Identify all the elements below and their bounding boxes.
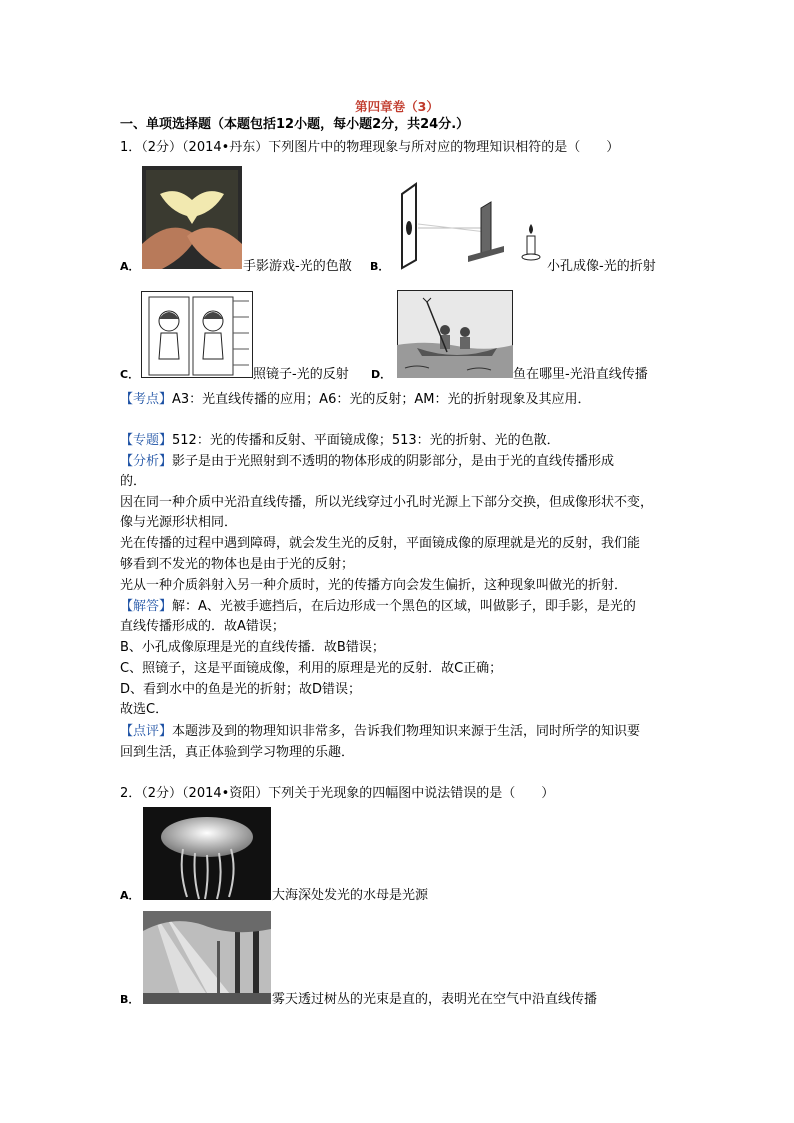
q1-fenxi-line-6: 够看到不发光的物体也是由于光的反射； xyxy=(120,557,355,572)
dianping-tag: 【点评】 xyxy=(120,724,173,739)
q1-option-d-letter: D． xyxy=(371,368,392,381)
forest-light-image xyxy=(143,911,271,1004)
q1-jieda-line-2: 直线传播形成的．故A错误； xyxy=(120,619,285,634)
q1-dianping-line-1 xyxy=(120,722,640,741)
page-title: 第四章卷（3） xyxy=(355,99,439,114)
q1-zhuanti xyxy=(120,431,560,450)
q1-jieda-line-5: D、看到水中的鱼是光的折射；故D错误； xyxy=(120,682,362,697)
pinhole-camera-image xyxy=(396,180,548,272)
section-heading: 一、单项选择题（本题包括12小题，每小题2分，共24分.） xyxy=(120,117,470,132)
q1-fenxi-line-3: 因在同一种介质中光沿直线传播，所以光线穿过小孔时光源上下部分交换，但成像形状不变， xyxy=(120,495,654,510)
zhuanti-text: 512：光的传播和反射、平面镜成像；513：光的折射、光的色散． xyxy=(172,433,560,448)
zhuanti-tag: 【专题】 xyxy=(120,433,173,448)
q1-fenxi-line-7: 光从一种介质斜射入另一种介质时，光的传播方向会发生偏折，这种现象叫做光的折射． xyxy=(120,578,628,593)
q1-option-c-letter: C． xyxy=(120,368,140,381)
q1-option-b-text: 小孔成像-光的折射 xyxy=(547,259,656,274)
hand-shadow-image xyxy=(142,166,242,269)
q2-option-a-text: 大海深处发光的水母是光源 xyxy=(272,888,429,903)
fenxi-text-1: 影子是由于光照射到不透明的物体形成的阴影部分，是由于光的直线传播形成 xyxy=(172,454,615,469)
kaodian-tag: 【考点】 xyxy=(120,392,173,407)
q2-option-a-letter: A． xyxy=(120,889,140,902)
mirror-girls-image xyxy=(141,291,253,378)
jieda-text-1: 解：A、光被手遮挡后，在后边形成一个黑色的区域，叫做影子，即手影，是光的 xyxy=(172,599,636,614)
q1-option-a-text: 手影游戏-光的色散 xyxy=(243,259,352,274)
kaodian-text: A3：光直线传播的应用；A6：光的反射；AM：光的折射现象及其应用． xyxy=(172,392,591,407)
q1-fenxi-line-4: 像与光源形状相同． xyxy=(120,515,238,530)
q2-stem: 2．（2分）（2014•资阳）下列关于光现象的四幅图中说法错误的是（ ） xyxy=(120,786,555,801)
dianping-text-1: 本题涉及到的物理知识非常多，告诉我们物理知识来源于生活，同时所学的知识要 xyxy=(172,724,641,739)
jieda-tag: 【解答】 xyxy=(120,599,173,614)
q2-option-b-text: 雾天透过树丛的光束是直的，表明光在空气中沿直线传播 xyxy=(272,992,598,1007)
q1-option-c-text: 照镜子-光的反射 xyxy=(253,367,349,382)
fenxi-tag: 【分析】 xyxy=(120,454,173,469)
q1-dianping-line-2: 回到生活，真正体验到学习物理的乐趣． xyxy=(120,745,355,760)
q1-stem: 1．（2分）（2014•丹东）下列图片中的物理现象与所对应的物理知识相符的是（ ） xyxy=(120,140,620,155)
q1-fenxi-line-2: 的． xyxy=(120,474,147,489)
q1-jieda-line-3: B、小孔成像原理是光的直线传播．故B错误； xyxy=(120,640,385,655)
q2-option-b-letter: B． xyxy=(120,993,140,1006)
q1-option-d-text: 鱼在哪里-光沿直线传播 xyxy=(513,367,648,382)
q1-fenxi-line-1 xyxy=(120,452,614,471)
fishing-boat-image xyxy=(397,290,513,378)
q1-jieda-line-6: 故选C． xyxy=(120,702,169,717)
q1-option-a-letter: A． xyxy=(120,260,140,273)
jellyfish-image xyxy=(143,807,271,900)
q1-option-b-letter: B． xyxy=(370,260,390,273)
q1-jieda-line-1 xyxy=(120,597,636,616)
q1-jieda-line-4: C、照镜子，这是平面镜成像，利用的原理是光的反射．故C正确； xyxy=(120,661,503,676)
q1-kaodian xyxy=(120,390,590,409)
q1-fenxi-line-5: 光在传播的过程中遇到障碍，就会发生光的反射，平面镜成像的原理就是光的反射，我们能 xyxy=(120,536,641,551)
